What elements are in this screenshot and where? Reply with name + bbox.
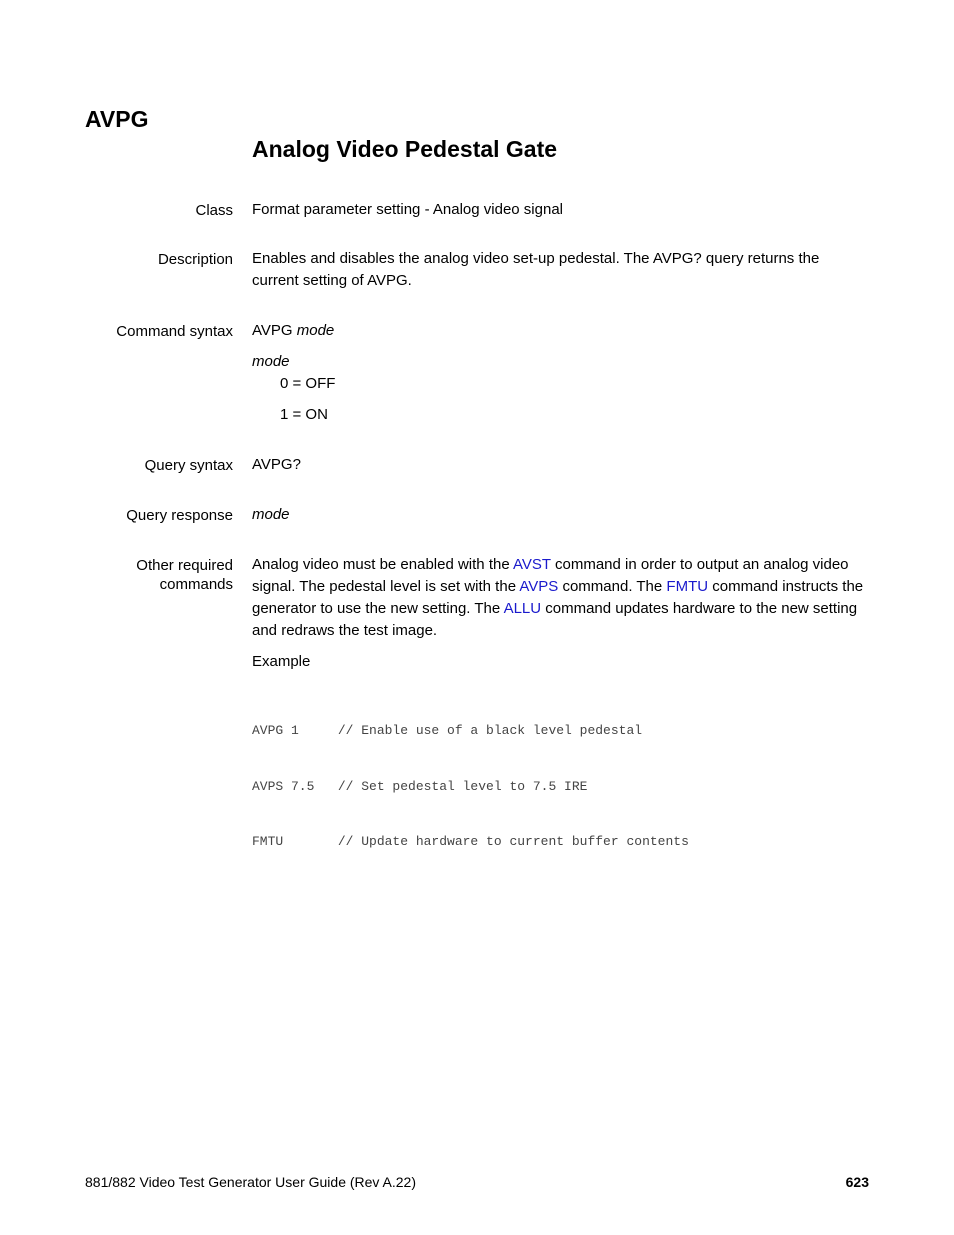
param-option-0: 0 = OFF	[280, 375, 336, 392]
command-syntax-text	[252, 320, 872, 342]
param-option-1: 1 = ON	[280, 406, 328, 423]
footer-guide-title: 881/882 Video Test Generator User Guide (Rev A.22)	[85, 1174, 417, 1190]
command-syntax-param: mode	[296, 322, 335, 339]
page-number: 623	[845, 1174, 869, 1190]
query-syntax-text: AVPG?	[252, 456, 301, 473]
command-syntax-command: AVPG	[252, 322, 293, 339]
other-required-label-line-1: Other required	[136, 557, 233, 574]
command-syntax-label: Command syntax	[116, 323, 233, 340]
class-label: Class	[195, 202, 233, 219]
command-name: AVPG	[85, 106, 149, 132]
other-required-text-2: command in order to output an analog video signal. The pedestal level is set with the	[252, 556, 849, 595]
example-code-line-0: AVPG 1 // Enable use of a black level pedestal	[252, 723, 643, 738]
param-heading: mode	[252, 353, 290, 370]
other-required-text-4: command instructs the generator to use the new setting. The	[252, 578, 864, 617]
example-code-line-1: AVPS 7.5 // Set pedestal level to 7.5 IRE	[252, 778, 588, 794]
other-required-text	[252, 554, 872, 642]
other-required-text-1: Analog video must be enabled with the	[252, 556, 514, 573]
description-label: Description	[157, 251, 233, 268]
avst-link[interactable]: AVST	[513, 556, 551, 573]
other-required-text-3: command. The	[558, 578, 667, 595]
example-code	[252, 685, 689, 870]
other-required-label-line-2: commands	[159, 576, 233, 593]
example-label: Example	[252, 653, 311, 670]
other-required-text-5: command updates hardware to the new setting and redraws the test image.	[252, 600, 858, 639]
avps-link[interactable]: AVPS	[519, 578, 559, 595]
query-syntax-label: Query syntax	[144, 457, 233, 474]
description-line-2: current setting of AVPG.	[252, 272, 412, 289]
description-text	[252, 248, 872, 292]
example-code-line-2: FMTU // Update hardware to current buffer contents	[252, 834, 689, 849]
description-line-1: Enables and disables the analog video set-up pedestal. The AVPG? query returns the	[252, 250, 820, 267]
query-response-label: Query response	[126, 507, 233, 524]
query-response-text: mode	[252, 506, 290, 523]
allu-link[interactable]: ALLU	[503, 600, 542, 617]
class-text: Format parameter setting - Analog video signal	[252, 201, 563, 218]
other-required-label	[136, 556, 233, 594]
page-title: Analog Video Pedestal Gate	[252, 136, 558, 162]
fmtu-link[interactable]: FMTU	[666, 578, 709, 595]
